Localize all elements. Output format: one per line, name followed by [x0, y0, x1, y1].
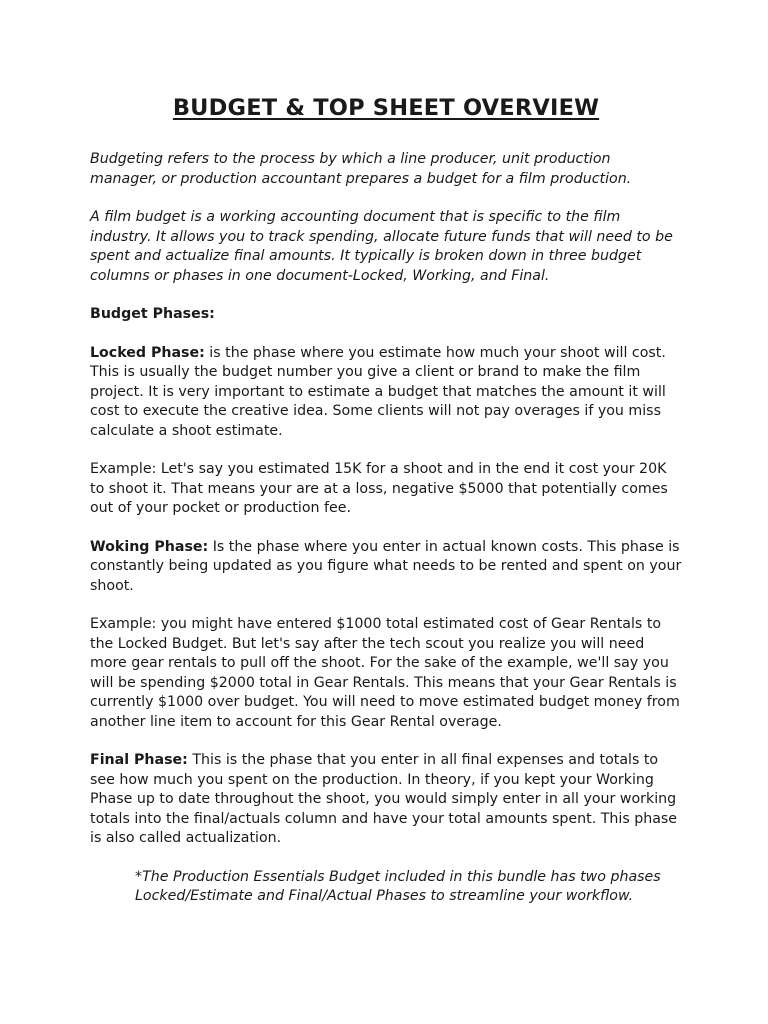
final-phase-text: This is the phase that you enter in all final expenses and totals to see how much you spent on the production. In theory, if you kept your Working Phase up to date throughout the shoot, you would simply enter in all your working totals into the final/actuals column and have your total amounts spent. This phase is also called actualization. [90, 752, 678, 846]
locked-phase-label: Locked Phase: [90, 344, 205, 361]
bundle-note: *The Production Essentials Budget included in this bundle has two phases Locked/Estimate and Final/Actual Phases to streamline your workflow. [135, 868, 661, 904]
final-phase-paragraph [90, 751, 682, 849]
locked-phase-example: Example: Let's say you estimated 15K for a shoot and in the end it cost your 20K to shoot it. That means your are at a loss, negative $5000 that potentially comes out of your pocket or production fee. [90, 461, 668, 516]
locked-phase-text: is the phase where you estimate how much your shoot will cost. This is usually the budget number you give a client or brand to make the film project. It is very important to estimate a budget that matches the amount it will cost to execute the creative idea. Some clients will not pay overages if you miss calculate a shoot estimate. [90, 344, 666, 439]
working-phase-paragraph [90, 538, 682, 597]
intro-paragraph-1: Budgeting refers to the process by which a line producer, unit production manager, or production accountant prepares a budget for a film production. [90, 151, 632, 187]
intro-paragraph-2: A film budget is a working accounting document that is specific to the film industry. It allows you to track spending, allocate future funds that will need to be spent and actualize final amounts. It typically is broken down in three budget columns or phases in one document-Locked, Working, and Final. [90, 209, 673, 284]
document-page [90, 92, 682, 926]
locked-phase-paragraph [90, 344, 682, 442]
page-title: BUDGET & TOP SHEET OVERVIEW [172, 95, 600, 121]
working-phase-example: Example: you might have entered $1000 total estimated cost of Gear Rentals to the Locked Budget. But let's say after the tech scout you realize you will need more gear rentals to pull off the shoot. For the sake of the example, we'll say you will be spending $2000 total in Gear Rentals. This means that your Gear Rentals is currently $1000 over budget. You will need to move estimated budget money from another line item to account for this Gear Rental overage. [90, 616, 680, 730]
phases-heading-paragraph [90, 305, 682, 325]
final-phase-label: Final Phase: [90, 752, 188, 768]
phases-heading: Budget Phases: [90, 306, 215, 322]
working-phase-text: Is the phase where you enter in actual known costs. This phase is constantly being updated as you figure what needs to be rented and spent on your shoot. [90, 538, 682, 594]
working-phase-label: Woking Phase: [90, 538, 209, 555]
